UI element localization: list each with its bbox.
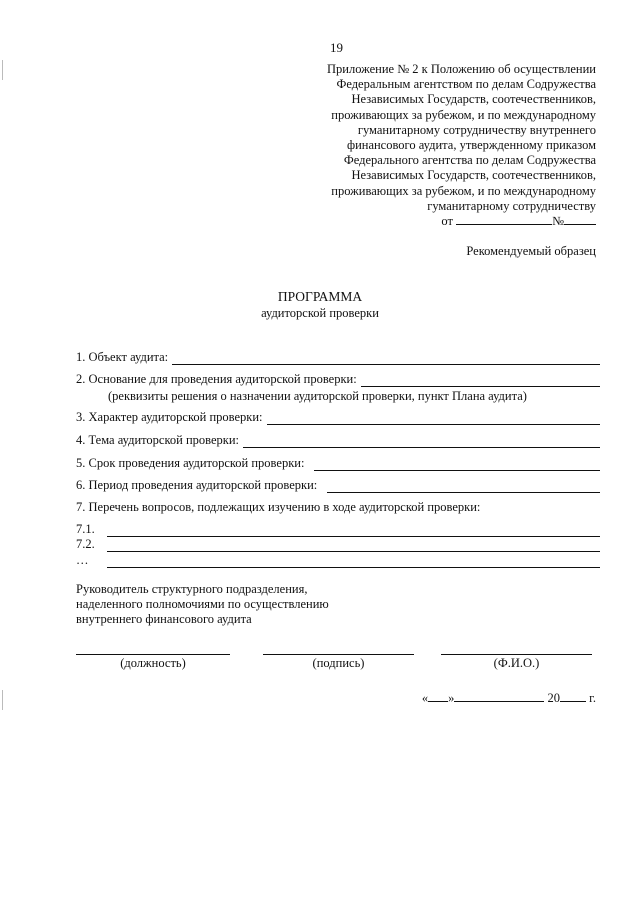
field-label: 3. Характер аудиторской проверки: xyxy=(76,410,263,424)
header-line: Федерального агентства по делам Содружества xyxy=(343,153,596,168)
document-subtitle: аудиторской проверки xyxy=(261,306,379,320)
signature-line: внутреннего финансового аудита xyxy=(76,612,252,626)
recommended-sample: Рекомендуемый образец xyxy=(466,244,596,258)
field-label: 6. Период проведения аудиторской проверки: xyxy=(76,478,318,492)
order-date-line xyxy=(441,213,596,229)
field-blank[interactable] xyxy=(314,458,600,471)
field-basis-note: (реквизиты решения о назначении аудиторской проверки, пункт Плана аудита) xyxy=(108,389,527,403)
field-label: 5. Срок проведения аудиторской проверки: xyxy=(76,456,305,470)
open-quote: « xyxy=(421,691,429,705)
header-line: Федеральным агентством по делам Содружества xyxy=(336,77,596,92)
field-audit-term xyxy=(76,456,600,471)
field-label: 4. Тема аудиторской проверки: xyxy=(76,433,240,447)
document-title: ПРОГРАММА xyxy=(277,289,363,304)
question-number: 7.1. xyxy=(76,522,95,536)
question-blank[interactable] xyxy=(107,539,600,552)
signature-line: наделенного полномочиями по осуществлению xyxy=(76,597,329,611)
order-date-blank[interactable] xyxy=(456,213,552,225)
question-blank[interactable] xyxy=(107,524,600,537)
field-audit-period xyxy=(76,478,600,493)
footer-date xyxy=(422,690,596,706)
field-audit-basis xyxy=(76,372,600,387)
appendix-header xyxy=(327,62,596,214)
field-label: 2. Основание для проведения аудиторской проверки: xyxy=(76,372,357,386)
question-item xyxy=(76,553,600,568)
field-label: 1. Объект аудита: xyxy=(76,350,169,364)
year-blank[interactable] xyxy=(560,690,586,702)
question-item xyxy=(76,522,600,537)
field-blank[interactable] xyxy=(267,412,601,425)
year-prefix: 20 xyxy=(547,691,561,705)
field-question-list: 7. Перечень вопросов, подлежащих изучению в ходе аудиторской проверки: xyxy=(76,500,481,514)
close-quote: » xyxy=(448,691,455,705)
sign-label: (подпись) xyxy=(312,656,365,670)
date-prefix: от xyxy=(441,214,453,228)
field-audit-object xyxy=(76,350,600,365)
header-line: Независимых Государств, соотечественников, xyxy=(351,92,596,107)
name-label: (Ф.И.О.) xyxy=(493,656,540,670)
name-blank[interactable] xyxy=(441,654,592,655)
field-blank[interactable] xyxy=(327,480,600,493)
number-sign: № xyxy=(552,214,564,228)
position-label: (должность) xyxy=(120,656,186,670)
month-blank[interactable] xyxy=(454,690,544,702)
question-ellipsis: … xyxy=(76,553,89,567)
header-line: Приложение № 2 к Положению об осуществлении xyxy=(326,62,596,76)
field-audit-topic xyxy=(76,433,600,448)
field-blank[interactable] xyxy=(361,374,600,387)
order-number-blank[interactable] xyxy=(564,213,596,225)
position-blank[interactable] xyxy=(76,654,230,655)
question-item xyxy=(76,537,600,552)
header-line: Независимых Государств, соотечественников, xyxy=(351,168,596,183)
day-blank[interactable] xyxy=(428,690,448,702)
signature-blank[interactable] xyxy=(263,654,414,655)
scan-margin-mark xyxy=(2,690,3,710)
header-line: гуманитарному сотрудничеству внутреннего xyxy=(357,122,596,137)
header-line: финансового аудита, утвержденному приказом xyxy=(346,138,596,153)
header-line: проживающих за рубежом, и по международному xyxy=(331,107,596,122)
signature-title xyxy=(76,582,329,627)
question-number: 7.2. xyxy=(76,537,95,551)
field-blank[interactable] xyxy=(172,352,600,365)
page-number: 19 xyxy=(330,40,343,55)
field-blank[interactable] xyxy=(243,435,600,448)
signature-line: Руководитель структурного подразделения, xyxy=(76,582,308,596)
field-audit-character xyxy=(76,410,600,425)
scan-margin-mark xyxy=(2,60,3,80)
year-suffix: г. xyxy=(589,691,596,705)
question-blank[interactable] xyxy=(107,555,601,568)
header-line: проживающих за рубежом, и по международному xyxy=(331,183,596,198)
header-line: гуманитарному сотрудничеству xyxy=(427,198,596,213)
